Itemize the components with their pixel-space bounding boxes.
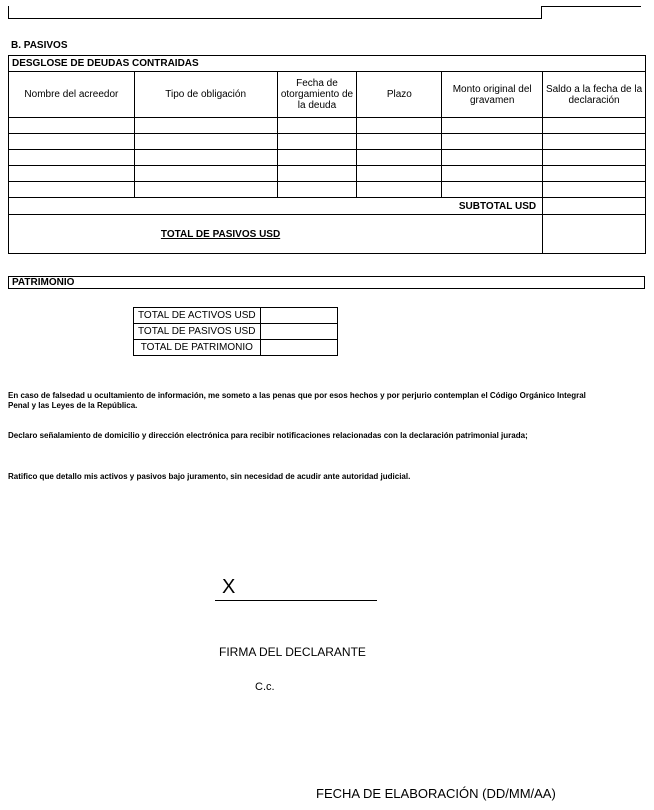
total-assets-label: TOTAL DE ACTIVOS USD: [134, 308, 261, 324]
declaration-ratification: Ratifico que detallo mis activos y pasivos bajo juramento, sin necesidad de acudir ante autoridad judicial.: [8, 472, 411, 481]
table-row: [9, 166, 646, 182]
col-creditor-header: Nombre del acreedor: [9, 72, 135, 118]
total-liabilities-summary-value[interactable]: [260, 324, 337, 340]
previous-section-value-cell: [541, 6, 641, 19]
summary-row-liabilities: [134, 324, 338, 340]
table-row: [9, 118, 646, 134]
subtotal-value-cell[interactable]: [543, 198, 646, 215]
debts-table-title: DESGLOSE DE DEUDAS CONTRAIDAS: [9, 56, 646, 72]
debts-column-headers: [9, 72, 646, 118]
col-term-header: Plazo: [357, 72, 442, 118]
signature-label: FIRMA DEL DECLARANTE: [219, 645, 366, 659]
previous-section-bar: [8, 6, 542, 19]
total-equity-label: TOTAL DE PATRIMONIO: [134, 340, 261, 356]
signature-line[interactable]: [215, 600, 377, 601]
declaration-perjury: En caso de falsedad u ocultamiento de información, me someto a las penas que por esos hechos y por perjurio contemplan el Código Orgánico Integral Penal y las Leyes de la República.: [8, 391, 586, 410]
total-liabilities-label: TOTAL DE PASIVOS USD: [9, 215, 543, 254]
declaration-domicile: Declaro señalamiento de domicilio y dirección electrónica para recibir notificaciones relacionadas con la declaración patrimonial jurada;: [8, 431, 528, 440]
col-obligation-type-header: Tipo de obligación: [134, 72, 277, 118]
total-liabilities-value-cell[interactable]: [543, 215, 646, 254]
subtotal-row: [9, 198, 646, 215]
patrimonio-summary-table: [133, 307, 338, 356]
col-balance-header: Saldo a la fecha de la declaración: [543, 72, 646, 118]
date-label: FECHA DE ELABORACIÓN (DD/MM/AA): [316, 786, 556, 801]
id-label: C.c.: [255, 681, 275, 693]
col-grant-date-header: Fecha de otorgamiento de la deuda: [277, 72, 357, 118]
table-row: [9, 134, 646, 150]
table-row: [9, 150, 646, 166]
section-b-title: B. PASIVOS: [11, 40, 68, 51]
total-liabilities-row: [9, 215, 646, 254]
subtotal-label: SUBTOTAL USD: [9, 198, 543, 215]
summary-row-equity: [134, 340, 338, 356]
total-equity-value[interactable]: [260, 340, 337, 356]
patrimonio-title: PATRIMONIO: [8, 276, 645, 289]
summary-row-assets: [134, 308, 338, 324]
table-row: [9, 182, 646, 198]
total-assets-value[interactable]: [260, 308, 337, 324]
signature-mark: X: [222, 576, 236, 598]
total-liabilities-summary-label: TOTAL DE PASIVOS USD: [134, 324, 261, 340]
col-original-amount-header: Monto original del gravamen: [442, 72, 543, 118]
debts-table: [8, 55, 646, 254]
